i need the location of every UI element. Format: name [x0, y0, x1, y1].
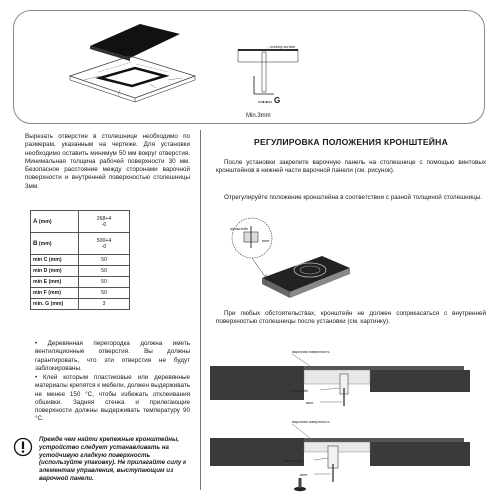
fig1-label-screw: винт [262, 239, 270, 243]
bracket-adjust-text: Отрегулируйте положение кронштейна в соответствии с разной толщиной столешницы. [224, 194, 483, 201]
gap-g-label: G [274, 96, 281, 105]
table-label: B (mm) [31, 233, 79, 255]
ventilation-note: • Деревянная перегородка должна иметь вентиляционные отверстия. Вы должны гарантировать, что эти отверстия не будут заблокированы. [35, 340, 190, 372]
table-row [31, 299, 130, 310]
dimension-table [30, 210, 130, 310]
cutout-hole [100, 68, 165, 86]
table-row [31, 288, 130, 299]
bracket-contact-text: При любых обстоятельствах, кронштейн не должен соприкасаться с внутренней поверхностью столешницы после установки (см. картинку). [216, 310, 486, 326]
bracket-intro-text: После установки закрепите варочную панель на столешнице с помощью винтовых кронштейнов в нижней части варочной панели (см. рисунок). [216, 159, 486, 175]
worktop-tiny-label: worktop surface [270, 45, 296, 49]
table-row [31, 266, 130, 277]
table-label: min C (mm) [31, 255, 79, 266]
cutout-diagram [60, 16, 200, 116]
table-label: min. G (mm) [31, 299, 79, 310]
intro-text: Вырезать отверстие в столешнице необходимо по размерам, указанным на чертеже. Для установки необходимо оставить минимум 50 мм вокруг отверстия. Минимальная толщина рабочей поверхности 30 мм. Безопасное расстояние между сторонами варочной поверхности и внутренней поверхностью столешницы 3мм. [25, 133, 190, 190]
table-value: 500+4 -0 [79, 233, 130, 255]
table-row [31, 233, 130, 255]
bracket-adjust-heading: РЕГУЛИРОВКА ПОЛОЖЕНИЯ КРОНШТЕЙНА [254, 137, 448, 147]
bracket-figure-2 [210, 344, 486, 410]
table-value: 50 [79, 255, 130, 266]
fig3-label-screw: винт [300, 473, 308, 477]
table-label: min E (mm) [31, 277, 79, 288]
fig1-label-bracket: кронштейн [230, 227, 249, 231]
table-value: 50 [79, 266, 130, 277]
fig3-label-bracket: кронштейн [284, 459, 303, 463]
warning-icon [13, 437, 33, 457]
warning-text: Прежде чем найти крепежные кронштейны, устройство следует устанавливать на устойчивую гладкую поверхность (используйте упаковку). Не прилагайте силу к элементам управления, выступающим из варочной панели. [39, 436, 187, 482]
table-row [31, 255, 130, 266]
table-value: 50 [79, 277, 130, 288]
table-label: min D (mm) [31, 266, 79, 277]
column-divider [200, 130, 201, 490]
fig3-label-hob: варочная поверхность [292, 420, 330, 424]
hob-plate [304, 438, 464, 442]
fig2-label-hob: варочная поверхность [292, 350, 330, 354]
table-row [31, 277, 130, 288]
bracket-figure-3 [210, 412, 486, 496]
table-value: 268+4 -0 [79, 211, 130, 233]
hob-wall [262, 52, 266, 92]
worktop-section-right [370, 442, 470, 466]
worktop-outline [70, 56, 195, 98]
table-label: min F (mm) [31, 288, 79, 299]
table-label: A (mm) [31, 211, 79, 233]
adhesive-note: • Клей которым пластиковые или деревянные материалы крепятся к мебели, должен выдерживать не менее 150 °С, чтобы избежать отклеивания обшивки. Задняя стенка и прилегающие поверхности должны выдерживать температуру 90 °С. [35, 374, 190, 423]
worktop-section-left [210, 366, 304, 400]
worktop-section [238, 50, 298, 62]
worktop-section-right [370, 370, 470, 392]
warning-block [13, 433, 188, 493]
min-gap-label: Min.3mm [246, 113, 271, 119]
fig2-label-screw: винт [306, 401, 314, 405]
table-row [31, 211, 130, 233]
hob-plate [304, 366, 464, 370]
fig2-label-bracket: кронштейн [290, 389, 309, 393]
table-value: 50 [79, 288, 130, 299]
table-value: 3 [79, 299, 130, 310]
bracket-figure-1 [212, 212, 352, 308]
gap-detail-diagram [228, 36, 318, 116]
